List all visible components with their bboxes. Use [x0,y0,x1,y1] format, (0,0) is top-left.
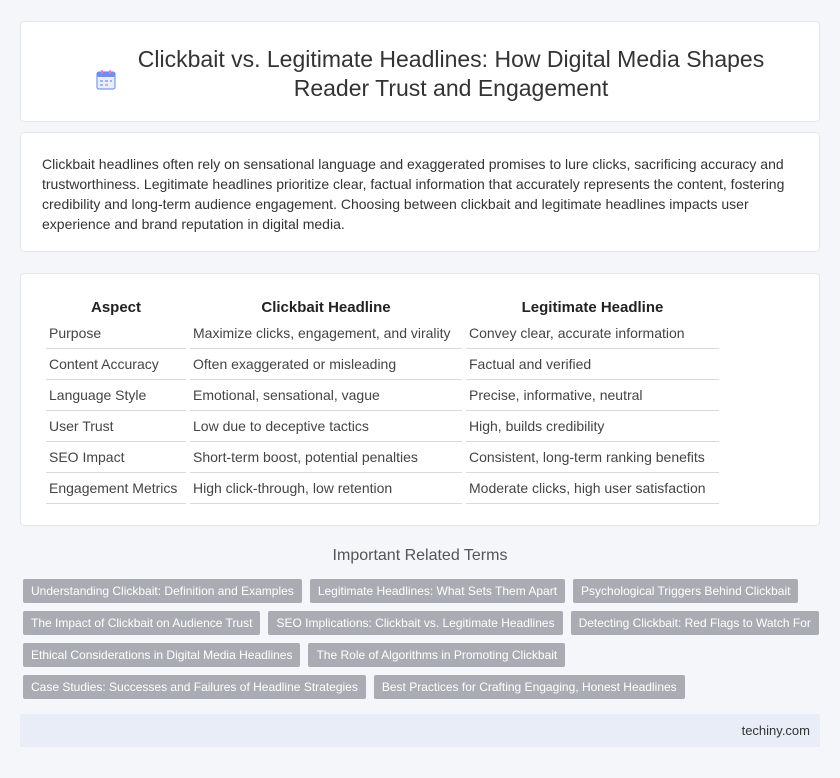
footer-site-link[interactable]: techiny.com [741,723,810,738]
table-cell: Language Style [46,380,186,411]
table-row [46,380,719,411]
table-cell: Factual and verified [466,349,719,380]
table-row [46,349,719,380]
table-cell: User Trust [46,411,186,442]
table-cell: Convey clear, accurate information [466,318,719,349]
table-cell: Consistent, long-term ranking benefits [466,442,719,473]
table-cell: High, builds credibility [466,411,719,442]
tag-row [23,579,823,603]
related-terms-heading: Important Related Terms [332,547,508,564]
table-row [46,473,719,504]
related-term-tag[interactable]: SEO Implications: Clickbait vs. Legitimate Headlines [268,611,562,635]
column-header-aspect: Aspect [90,298,142,316]
table-cell: Low due to deceptive tactics [190,411,462,442]
table-cell: Emotional, sensational, vague [190,380,462,411]
intro-paragraph: Clickbait headlines often rely on sensational language and exaggerated promises to lure clicks, sacrificing accuracy and trustworthiness. Legitimate headlines prioritize clear, factual information that accurately represents the content, fostering credibility and long-term audience engagement. Choosing between clickbait and legitimate headlines impacts user experience and brand reputation in digital media. [42,156,785,232]
related-term-tag[interactable]: The Impact of Clickbait on Audience Trust [23,611,260,635]
table-cell: Moderate clicks, high user satisfaction [466,473,719,504]
table-cell: Short-term boost, potential penalties [190,442,462,473]
column-header-legitimate: Legitimate Headline [521,298,664,316]
table-cell: Purpose [46,318,186,349]
tag-row [23,675,823,699]
related-term-tag[interactable]: The Role of Algorithms in Promoting Clickbait [308,643,565,667]
related-terms-list [23,579,823,707]
table-row [46,411,719,442]
comparison-card [20,273,820,526]
tag-row [23,643,823,667]
table-cell: Precise, informative, neutral [466,380,719,411]
table-cell: Often exaggerated or misleading [190,349,462,380]
column-header-clickbait: Clickbait Headline [261,298,391,316]
table-cell: Engagement Metrics [46,473,186,504]
comparison-table [42,296,723,504]
related-term-tag[interactable]: Ethical Considerations in Digital Media Headlines [23,643,300,667]
intro-card [20,132,820,252]
table-row [46,318,719,349]
related-term-tag[interactable]: Best Practices for Crafting Engaging, Honest Headlines [374,675,685,699]
calendar-icon [95,69,117,91]
page-title: Clickbait vs. Legitimate Headlines: How Digital Media Shapes Reader Trust and Engagement [137,46,765,101]
related-term-tag[interactable]: Legitimate Headlines: What Sets Them Apart [310,579,565,603]
tag-row [23,611,823,635]
table-row [46,442,719,473]
table-cell: Maximize clicks, engagement, and virality [190,318,462,349]
table-cell: Content Accuracy [46,349,186,380]
footer [20,714,820,747]
table-header-row [46,296,719,318]
table-cell: High click-through, low retention [190,473,462,504]
title-card [20,21,820,122]
table-cell: SEO Impact [46,442,186,473]
related-term-tag[interactable]: Case Studies: Successes and Failures of Headline Strategies [23,675,366,699]
related-term-tag[interactable]: Detecting Clickbait: Red Flags to Watch For [571,611,819,635]
related-term-tag[interactable]: Psychological Triggers Behind Clickbait [573,579,798,603]
related-term-tag[interactable]: Understanding Clickbait: Definition and Examples [23,579,302,603]
